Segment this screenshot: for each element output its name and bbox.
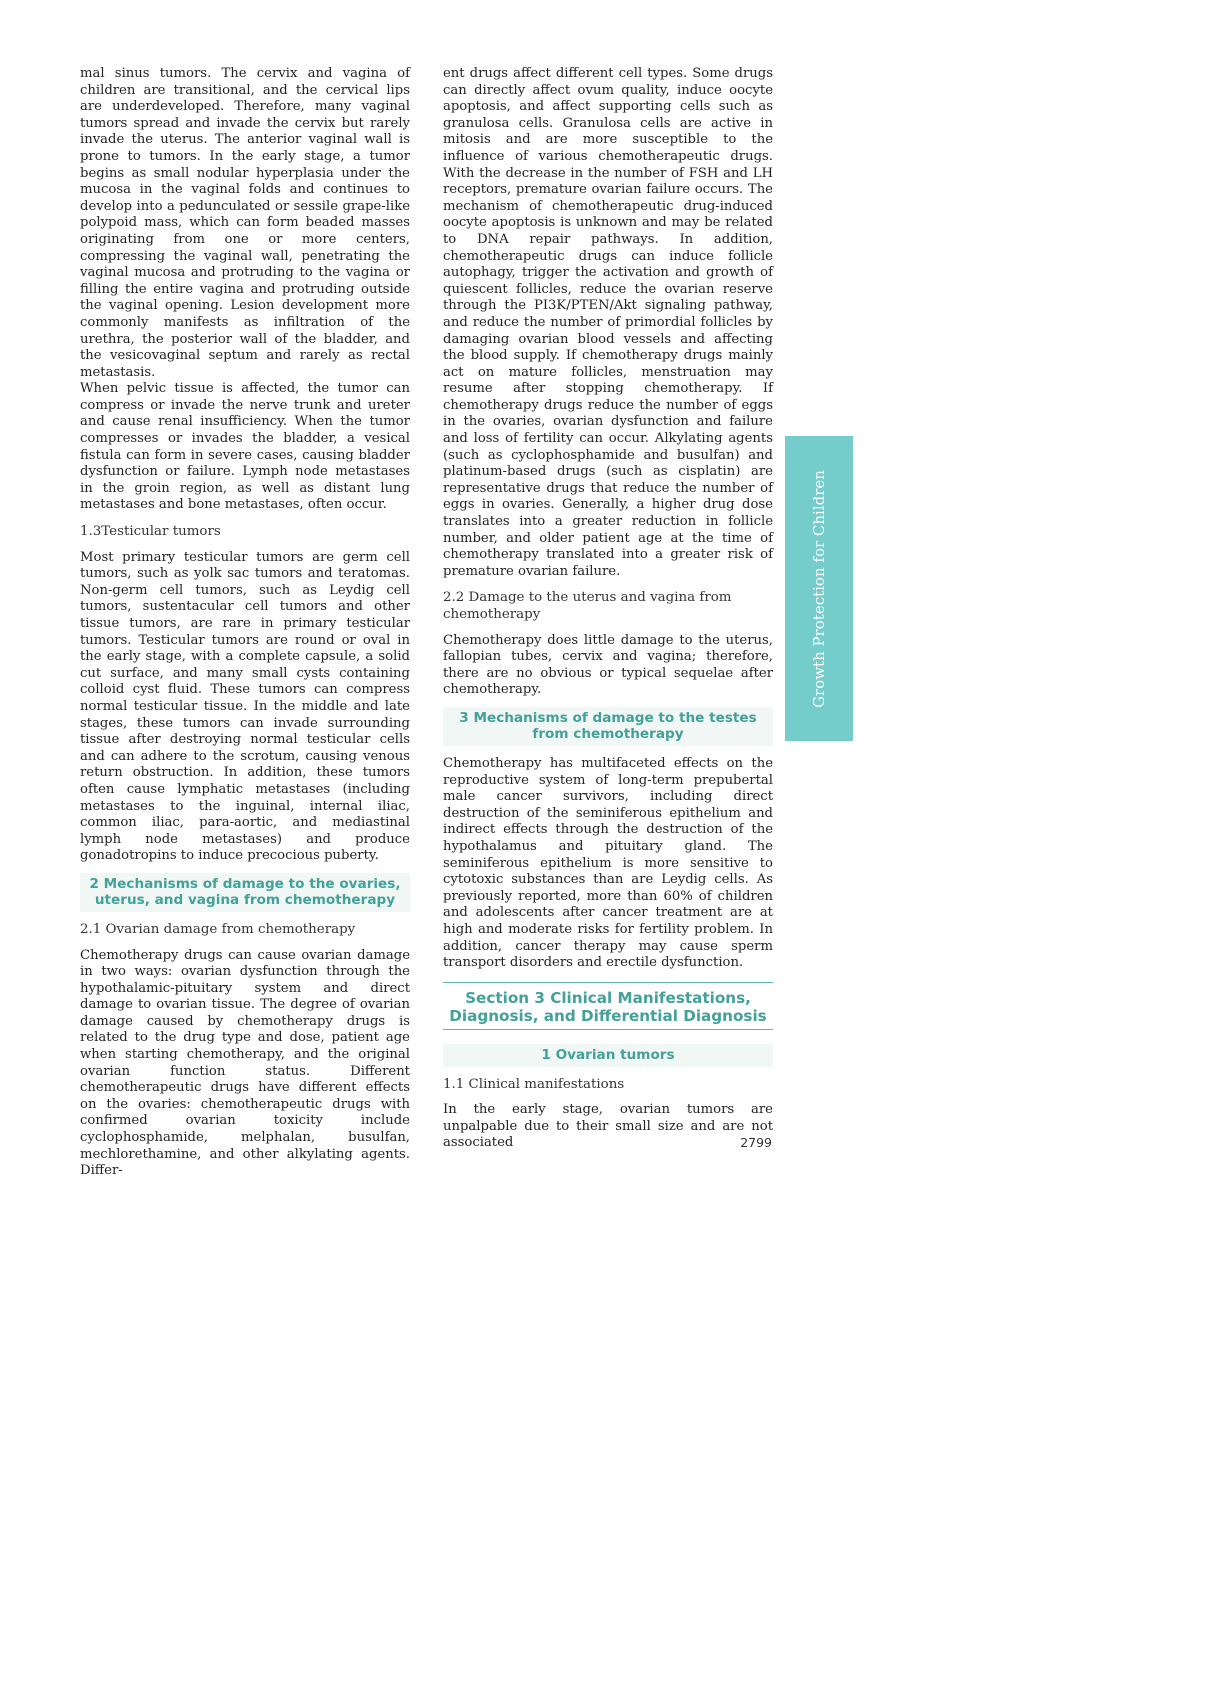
subheading-testicular-tumors: 1.3Testicular tumors (80, 524, 221, 540)
paragraph: Chemotherapy drugs can cause ovarian damage in two ways: ovarian dysfunction through the hypothalamic-pituitary system and direct damage to ovarian tissue. The degree of ovarian damage caused by chemotherapy drugs is related to the drug type and dose, patient age when starting chemotherapy, and the original ovarian function status. Different chemotherapeutic drugs have different effects on the ovaries: chemotherapeutic drugs with confirmed ovarian toxicity include cyclophosphamide, melphalan, busulfan, mechlorethamine, and other alkylating agents. Differ- (80, 947, 410, 1179)
paragraph: When pelvic tissue is affected, the tumor can compress or invade the nerve trunk and ureter and cause renal insufficiency. When the tumor compresses or invades the bladder, a vesical fistula can form in severe cases, causing bladder dysfunction or failure. Lymph node metastases in the groin region, as well as distant lung metastases and bone metastases, often occur. (80, 381, 410, 513)
side-tab-label: Growth Protection for Children (810, 469, 828, 708)
subheading-clinical-manifestations: 1.1 Clinical manifestations (443, 1076, 625, 1092)
paragraph: mal sinus tumors. The cervix and vagina of children are transitional, and the cervical lips are underdeveloped. Therefore, many vaginal tumors spread and invade the cervix but rarely invade the uterus. The anterior vaginal wall is prone to tumors. In the early stage, a tumor begins as small nodular hyperplasia under the mucosa in the vaginal folds and continues to develop into a pedunculated or sessile grape-like polypoid mass, which can form beaded masses originating from one or more centers, compressing the vaginal wall, penetrating the vaginal mucosa and protruding to the vagina or filling the entire vagina and protruding outside the vaginal opening. Lesion development more commonly manifests as infiltration of the urethra, the posterior wall of the bladder, and the vesicovaginal septum and rarely as rectal metastasis. (80, 66, 410, 380)
side-tab (785, 436, 853, 741)
paragraph: Most primary testicular tumors are germ cell tumors, such as yolk sac tumors and teratomas. Non-germ cell tumors, such as Leydig cell tumors, sustentacular cell tumors and other tissue tumors, are rare in primary testicular tumors. Testicular tumors are round or oval in the early stage, with a complete capsule, a solid cut surface, and many small cysts containing colloid cyst fluid. These tumors can compress normal testicular tissue. In the middle and late stages, these tumors can invade surrounding tissue after destroying normal testicular cells and can adhere to the scrotum, causing venous return obstruction. In addition, these tumors often cause lymphatic metastases (including metastases to the inguinal, internal iliac, common iliac, para-aortic, and mediastinal lymph node metastases) and produce gonadotropins to induce precocious puberty. (80, 549, 410, 864)
chapter-section-heading: Section 3 Clinical Manifestations, Diagnosis, and Differential Diagnosis (443, 982, 773, 1030)
paragraph: In the early stage, ovarian tumors are unpalpable due to their small size and are not associated (443, 1102, 773, 1151)
page-number: 2799 (740, 1135, 772, 1150)
section-heading-testes-damage: 3 Mechanisms of damage to the testes from chemotherapy (443, 707, 773, 746)
left-column (80, 66, 410, 1180)
paragraph: Chemotherapy does little damage to the uterus, fallopian tubes, cervix and vagina; therefore, there are no obvious or typical sequelae after chemotherapy. (443, 632, 773, 698)
subheading-ovarian-damage: 2.1 Ovarian damage from chemotherapy (80, 921, 356, 937)
right-column (443, 66, 773, 1152)
paragraph: Chemotherapy has multifaceted effects on the reproductive system of long-term prepubertal male cancer survivors, including direct destruction of the seminiferous epithelium and indirect effects through the destruction of the hypothalamus and pituitary gland. The seminiferous epithelium is more sensitive to cytotoxic substances than are Leydig cells. As previously reported, more than 60% of children and adolescents after cancer treatment are at high and moderate risks for fertility problem. In addition, cancer therapy may cause sperm transport disorders and erectile dysfunction. (443, 755, 773, 971)
subheading-uterus-damage: 2.2 Damage to the uterus and vagina from chemotherapy (443, 590, 732, 622)
section-heading-ovaries-damage: 2 Mechanisms of damage to the ovaries, uterus, and vagina from chemotherapy (80, 873, 410, 912)
paragraph: ent drugs affect different cell types. Some drugs can directly affect ovum quality, induce oocyte apoptosis, and affect supporting cells such as granulosa cells. Granulosa cells are active in mitosis and are more susceptible to the influence of various chemotherapeutic drugs. With the decrease in the number of FSH and LH receptors, premature ovarian failure occurs. The mechanism of chemotherapeutic drug-induced oocyte apoptosis is unknown and may be related to DNA repair pathways. In addition, chemotherapeutic drugs can induce follicle autophagy, trigger the activation and growth of quiescent follicles, reduce the ovarian reserve through the PI3K/PTEN/Akt signaling pathway, and reduce the number of primordial follicles by damaging ovarian blood vessels and affecting the blood supply. If chemotherapy drugs mainly act on mature follicles, menstruation may resume after stopping chemotherapy. If chemotherapy drugs reduce the number of eggs in the ovaries, ovarian dysfunction and failure and loss of fertility can occur. Alkylating agents (such as cyclophosphamide and busulfan) and platinum-based drugs (such as cisplatin) are representative drugs that reduce the number of eggs in ovaries. Generally, a higher drug dose translates into a greater reduction in follicle number, and older patient age at the time of chemotherapy translated into a greater risk of premature ovarian failure. (443, 66, 773, 579)
section-heading-ovarian-tumors: 1 Ovarian tumors (443, 1044, 773, 1067)
